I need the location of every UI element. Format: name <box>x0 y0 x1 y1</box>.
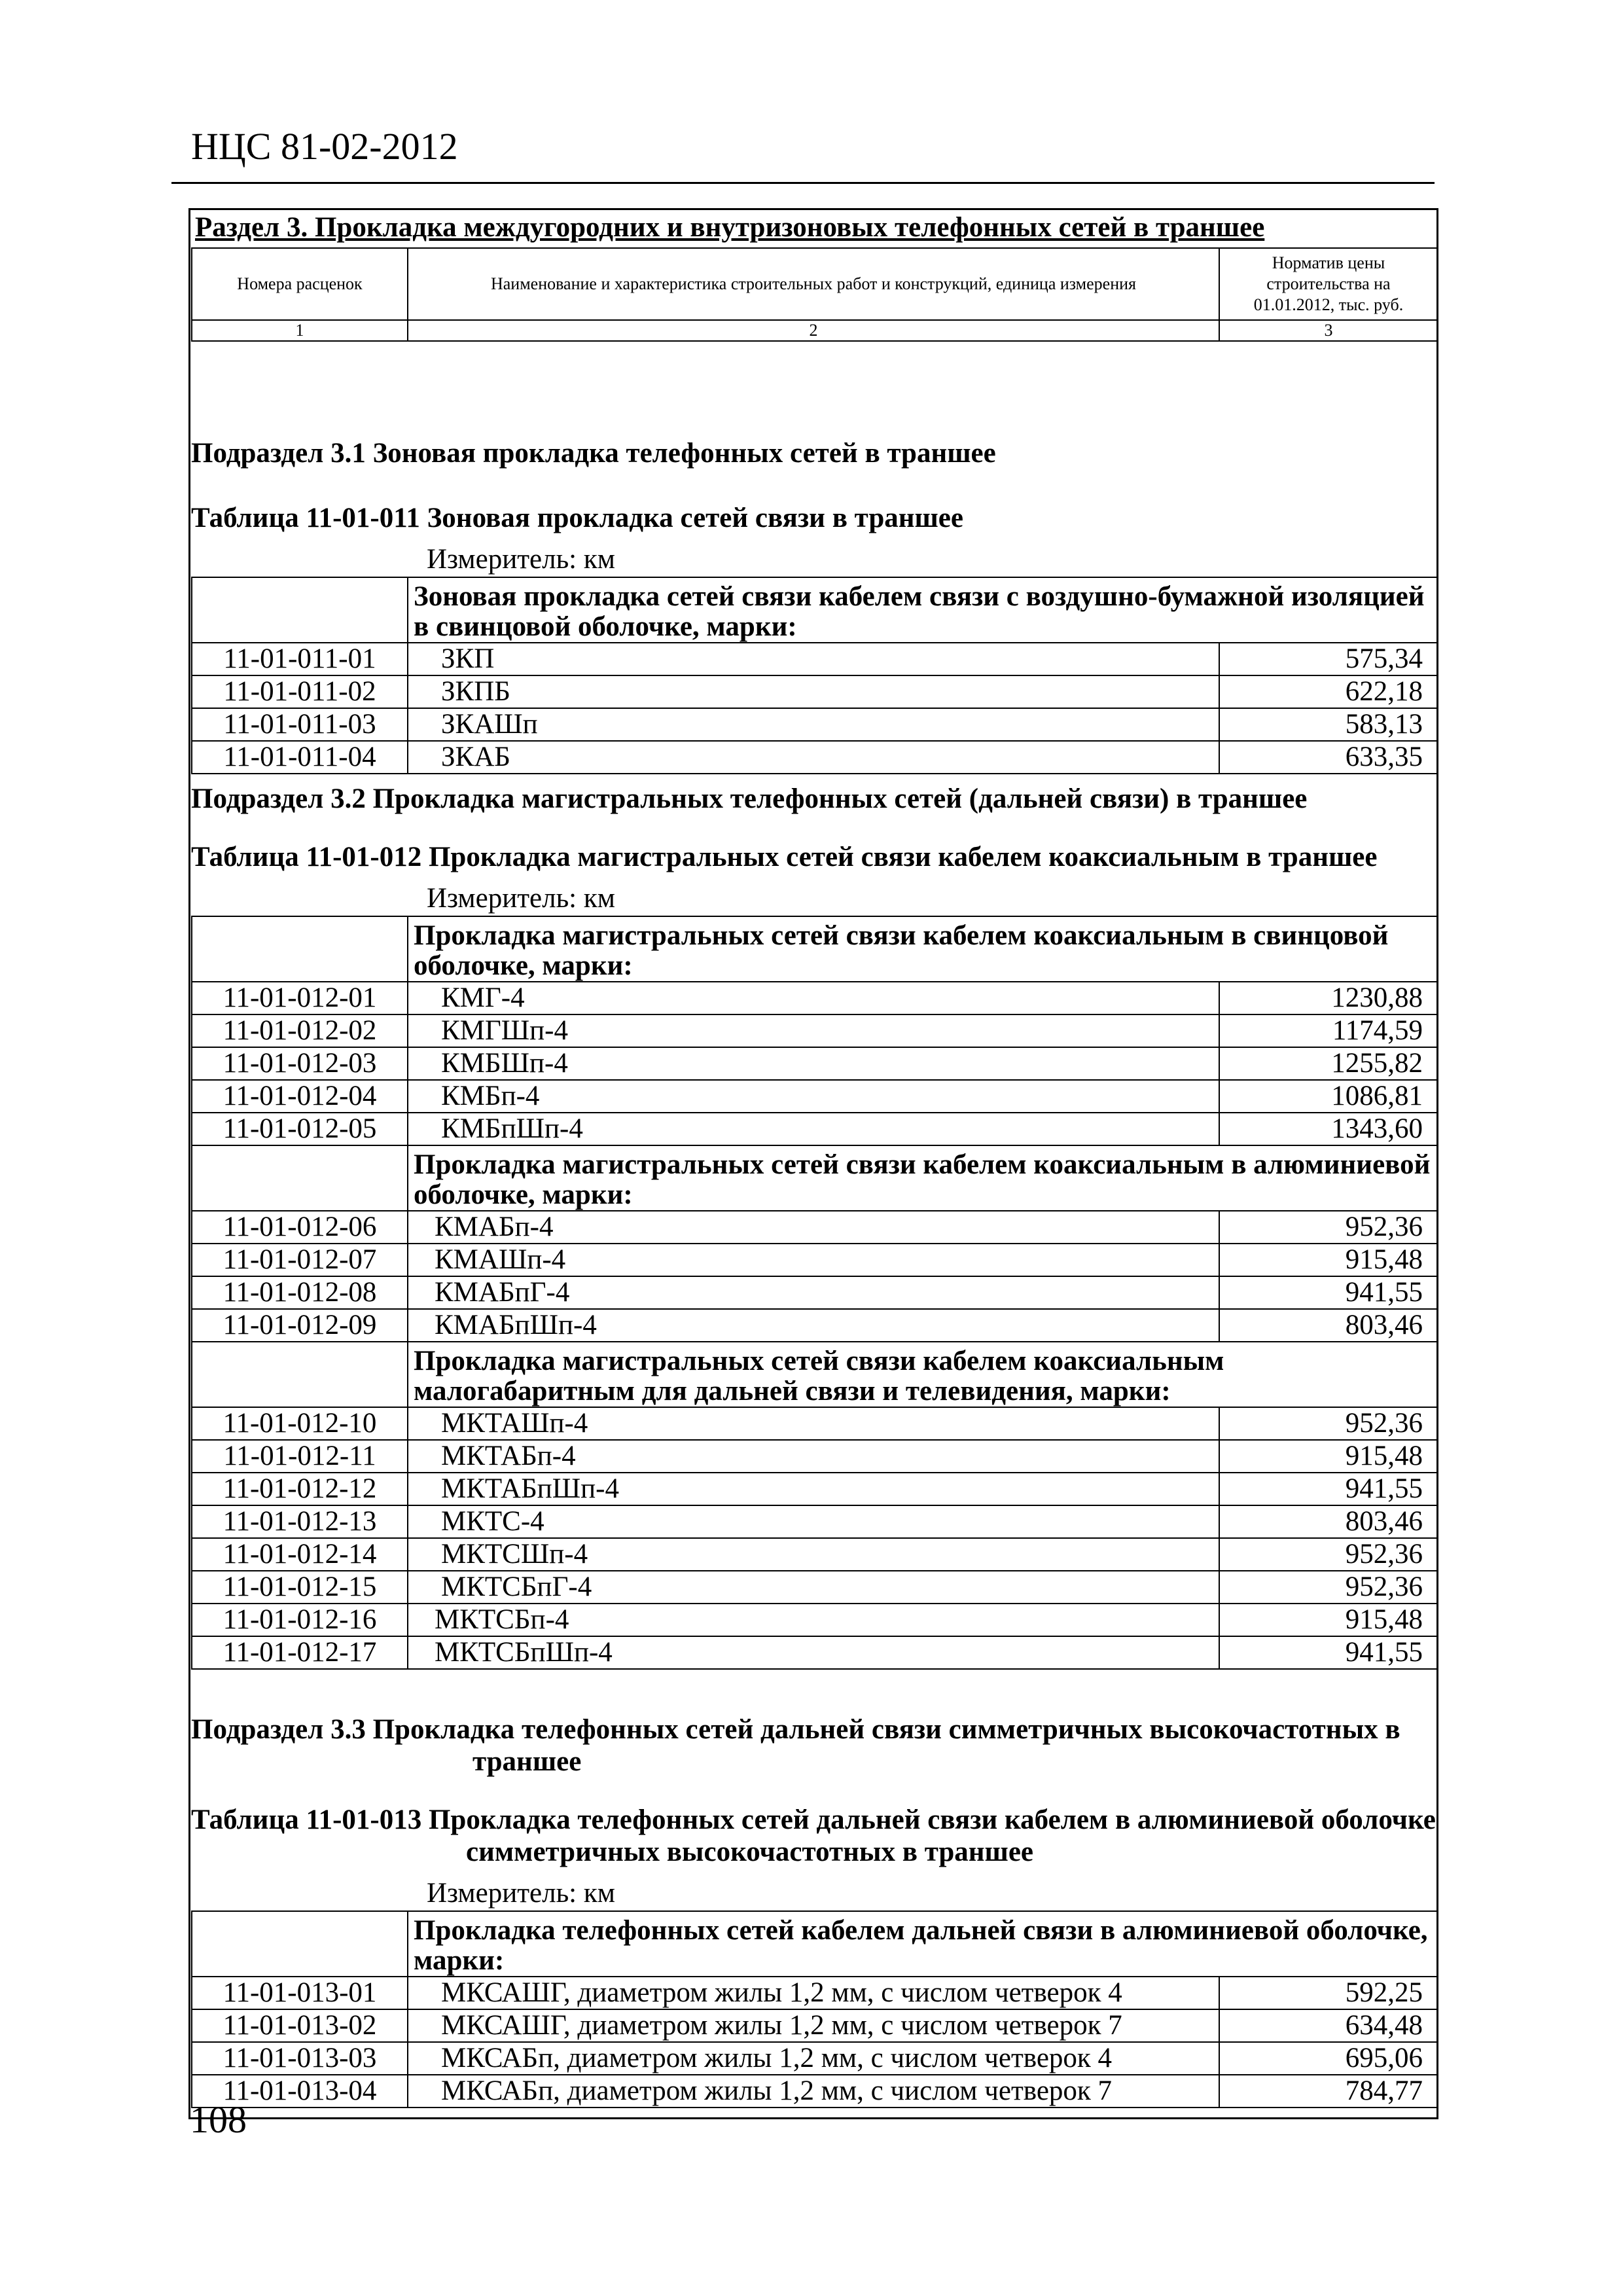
group-title: Прокладка магистральных сетей связи кабелем коаксиальным малогабаритным для дальней связи и телевидения, марки: <box>408 1342 1438 1407</box>
rate-code: 11-01-012-14 <box>192 1538 408 1571</box>
rate-code: 11-01-011-04 <box>192 741 408 774</box>
subsection-3-3 <box>191 1713 1437 2108</box>
work-name: МКТСБп-4 <box>408 1604 1219 1636</box>
work-name: ЗКП <box>408 643 1219 675</box>
price-value: 803,46 <box>1219 1309 1438 1342</box>
price-table-013 <box>191 1910 1438 2108</box>
work-name: МКСАБп, диаметром жилы 1,2 мм, с числом четверок 4 <box>408 2042 1219 2075</box>
table-row <box>192 1211 1438 1244</box>
subsection-title: Подраздел 3.1 Зоновая прокладка телефонных сетей в траншее <box>191 438 996 469</box>
table-title-line1: Таблица 11-01-013 Прокладка телефонных сетей дальней связи кабелем в алюминиевой оболочке <box>191 1804 1436 1835</box>
table-row <box>192 1276 1438 1309</box>
price-value: 1086,81 <box>1219 1080 1438 1113</box>
price-table-012 <box>191 916 1438 1670</box>
work-name: МКТСБпГ-4 <box>408 1571 1219 1604</box>
work-name: КМБп-4 <box>408 1080 1219 1113</box>
table-row <box>192 1538 1438 1571</box>
rate-code: 11-01-013-02 <box>192 2009 408 2042</box>
subsection-title-line2: траншее <box>473 1746 582 1777</box>
header-rule <box>171 182 1435 184</box>
rate-code: 11-01-012-05 <box>192 1113 408 1145</box>
work-name: МКСАБп, диаметром жилы 1,2 мм, с числом четверок 7 <box>408 2075 1219 2108</box>
work-name: МКТС-4 <box>408 1505 1219 1538</box>
col-header-price: Норматив цены строительства на 01.01.2012, тыс. руб. <box>1219 248 1438 320</box>
price-value: 941,55 <box>1219 1636 1438 1669</box>
rate-code: 11-01-012-17 <box>192 1636 408 1669</box>
work-name: ЗКАБ <box>408 741 1219 774</box>
table-cell <box>192 1145 408 1211</box>
work-name: КМАШп-4 <box>408 1244 1219 1276</box>
price-value: 915,48 <box>1219 1244 1438 1276</box>
table-row <box>192 1080 1438 1113</box>
work-name: КМГ-4 <box>408 982 1219 1014</box>
work-name: КМБШп-4 <box>408 1047 1219 1080</box>
price-value: 915,48 <box>1219 1440 1438 1473</box>
subsection-3-2 <box>191 783 1437 1670</box>
work-name: КМГШп-4 <box>408 1014 1219 1047</box>
table-row <box>192 708 1438 741</box>
price-value: 1230,88 <box>1219 982 1438 1014</box>
col-header-codes: Номера расценок <box>192 248 408 320</box>
price-value: 575,34 <box>1219 643 1438 675</box>
measure-unit: Измеритель: км <box>427 883 615 914</box>
price-value: 1255,82 <box>1219 1047 1438 1080</box>
price-value: 695,06 <box>1219 2042 1438 2075</box>
work-name: КМАБпШп-4 <box>408 1309 1219 1342</box>
rate-code: 11-01-012-12 <box>192 1473 408 1505</box>
rate-code: 11-01-012-07 <box>192 1244 408 1276</box>
price-value: 952,36 <box>1219 1538 1438 1571</box>
rate-code: 11-01-012-08 <box>192 1276 408 1309</box>
table-row <box>192 1604 1438 1636</box>
table-row <box>192 1440 1438 1473</box>
table-row <box>192 1473 1438 1505</box>
table-row <box>192 2042 1438 2075</box>
rate-code: 11-01-012-16 <box>192 1604 408 1636</box>
rate-code: 11-01-012-01 <box>192 982 408 1014</box>
group-title: Прокладка магистральных сетей связи кабелем коаксиальным в свинцовой оболочке, марки: <box>408 916 1438 982</box>
price-value: 592,25 <box>1219 1977 1438 2009</box>
price-value: 1174,59 <box>1219 1014 1438 1047</box>
rate-code: 11-01-012-06 <box>192 1211 408 1244</box>
subsection-title <box>191 1713 1437 1778</box>
work-name: ЗКПБ <box>408 675 1219 708</box>
work-name: МКТСШп-4 <box>408 1538 1219 1571</box>
work-name: МКСАШГ, диаметром жилы 1,2 мм, с числом четверок 4 <box>408 1977 1219 2009</box>
page-number: 108 <box>190 2098 247 2141</box>
work-name: ЗКАШп <box>408 708 1219 741</box>
price-value: 941,55 <box>1219 1473 1438 1505</box>
rate-code: 11-01-011-03 <box>192 708 408 741</box>
col-number: 2 <box>408 320 1219 341</box>
table-cell <box>192 577 408 643</box>
price-value: 952,36 <box>1219 1571 1438 1604</box>
table-cell <box>192 1342 408 1407</box>
price-value: 952,36 <box>1219 1211 1438 1244</box>
rate-code: 11-01-012-09 <box>192 1309 408 1342</box>
work-name: МКСАШГ, диаметром жилы 1,2 мм, с числом четверок 7 <box>408 2009 1219 2042</box>
work-name: МКТАБп-4 <box>408 1440 1219 1473</box>
table-row <box>192 1636 1438 1669</box>
price-value: 784,77 <box>1219 2075 1438 2108</box>
work-name: МКТАШп-4 <box>408 1407 1219 1440</box>
table-title <box>191 1804 1437 1868</box>
price-value: 941,55 <box>1219 1276 1438 1309</box>
rate-code: 11-01-012-11 <box>192 1440 408 1473</box>
work-name: МКТАБпШп-4 <box>408 1473 1219 1505</box>
work-name: КМБпШп-4 <box>408 1113 1219 1145</box>
subsection-title-line1: Подраздел 3.3 Прокладка телефонных сетей дальней связи симметричных высокочастотных в <box>191 1714 1400 1745</box>
table-row <box>192 2075 1438 2108</box>
subsection-3-1 <box>191 437 1437 774</box>
table-row <box>192 643 1438 675</box>
subsection-title: Подраздел 3.2 Прокладка магистральных телефонных сетей (дальней связи) в траншее <box>191 783 1308 814</box>
group-title: Зоновая прокладка сетей связи кабелем связи с воздушно-бумажной изоляцией в свинцовой оболочке, марки: <box>408 577 1438 643</box>
rate-code: 11-01-011-02 <box>192 675 408 708</box>
group-title: Прокладка телефонных сетей кабелем дальней связи в алюминиевой оболочке, марки: <box>408 1911 1438 1977</box>
section-header <box>191 211 1437 342</box>
table-row <box>192 1407 1438 1440</box>
price-value: 634,48 <box>1219 2009 1438 2042</box>
section-title: Раздел 3. Прокладка междугородних и внутризоновых телефонных сетей в траншее <box>195 212 1265 243</box>
table-row <box>192 675 1438 708</box>
group-title: Прокладка магистральных сетей связи кабелем коаксиальным в алюминиевой оболочке, марки: <box>408 1145 1438 1211</box>
table-row <box>192 1244 1438 1276</box>
price-table-011 <box>191 577 1438 774</box>
rate-code: 11-01-013-01 <box>192 1977 408 2009</box>
table-row <box>192 1047 1438 1080</box>
price-value: 803,46 <box>1219 1505 1438 1538</box>
table-row <box>192 1113 1438 1145</box>
table-cell <box>192 1911 408 1977</box>
rate-code: 11-01-012-02 <box>192 1014 408 1047</box>
price-value: 915,48 <box>1219 1604 1438 1636</box>
work-name: МКТСБпШп-4 <box>408 1636 1219 1669</box>
table-row <box>192 741 1438 774</box>
rate-code: 11-01-012-15 <box>192 1571 408 1604</box>
table-row <box>192 2009 1438 2042</box>
measure-unit: Измеритель: км <box>427 1878 615 1909</box>
table-title: Таблица 11-01-012 Прокладка магистральных сетей связи кабелем коаксиальным в траншее <box>191 842 1378 872</box>
price-value: 633,35 <box>1219 741 1438 774</box>
col-number: 3 <box>1219 320 1438 341</box>
rate-code: 11-01-012-04 <box>192 1080 408 1113</box>
column-header-table <box>191 247 1438 342</box>
table-cell <box>192 916 408 982</box>
rate-code: 11-01-012-03 <box>192 1047 408 1080</box>
price-value: 583,13 <box>1219 708 1438 741</box>
rate-code: 11-01-011-01 <box>192 643 408 675</box>
measure-unit: Измеритель: км <box>427 544 615 575</box>
table-title-line2: симметричных высокочастотных в траншее <box>466 1837 1034 1867</box>
rate-code: 11-01-012-10 <box>192 1407 408 1440</box>
table-row <box>192 982 1438 1014</box>
table-row <box>192 1309 1438 1342</box>
col-header-name: Наименование и характеристика строительных работ и конструкций, единица измерения <box>408 248 1219 320</box>
table-row <box>192 1505 1438 1538</box>
work-name: КМАБпГ-4 <box>408 1276 1219 1309</box>
table-row <box>192 1571 1438 1604</box>
table-row <box>192 1014 1438 1047</box>
rate-code: 11-01-013-03 <box>192 2042 408 2075</box>
price-value: 952,36 <box>1219 1407 1438 1440</box>
table-row <box>192 1977 1438 2009</box>
price-value: 622,18 <box>1219 675 1438 708</box>
running-header: НЦС 81-02-2012 <box>191 125 458 168</box>
table-title: Таблица 11-01-011 Зоновая прокладка сетей связи в траншее <box>191 503 963 533</box>
col-number: 1 <box>192 320 408 341</box>
rate-code: 11-01-013-04 <box>192 2075 408 2108</box>
work-name: КМАБп-4 <box>408 1211 1219 1244</box>
price-value: 1343,60 <box>1219 1113 1438 1145</box>
rate-code: 11-01-012-13 <box>192 1505 408 1538</box>
